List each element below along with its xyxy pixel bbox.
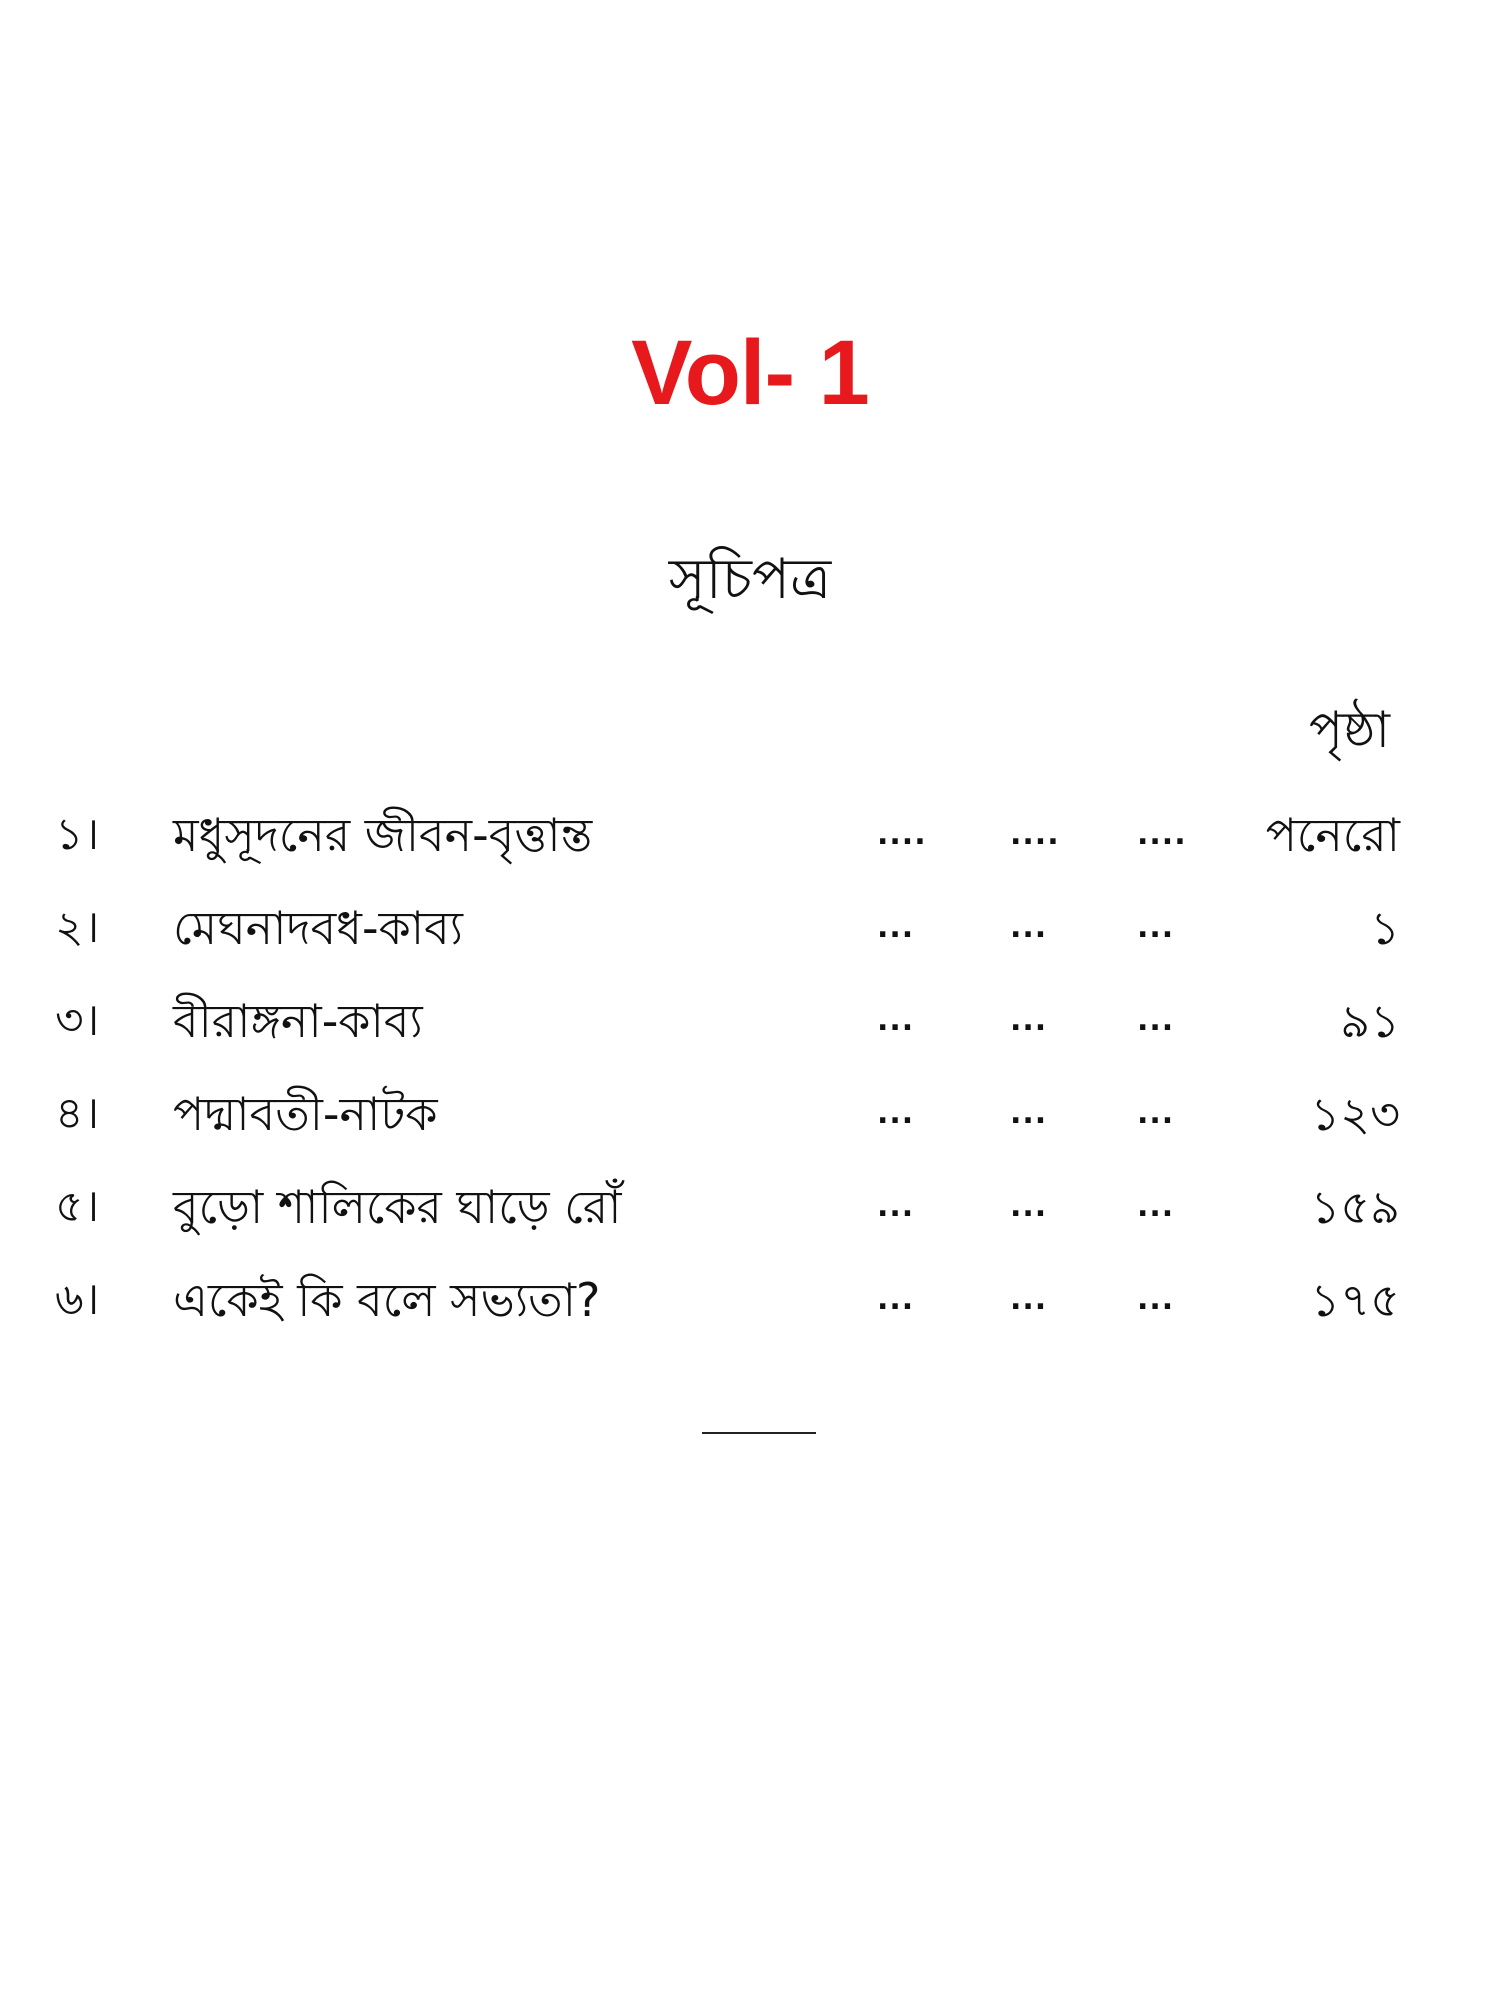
toc-entry-title: বুড়ো শালিকের ঘাড়ে রোঁ [173,1180,622,1234]
toc-entry-number: ২। [55,902,100,953]
toc-leader-dots: ... [1010,1189,1048,1224]
toc-leader-dots: .... [877,817,927,852]
toc-entry-6[interactable] [55,1255,1400,1348]
toc-entry-number: ৬। [55,1274,100,1325]
toc-leader-dots: ... [1137,1096,1175,1131]
toc-entry-page: ১২৩ [1310,1087,1400,1141]
toc-entry-title: বীরাঙ্গনা-কাব্য [173,994,423,1048]
toc-entry-1[interactable] [55,790,1400,883]
toc-leader-dots: ... [1137,910,1175,945]
toc-entry-title: একেই কি বলে সভ্যতা? [173,1273,601,1327]
toc-entry-4[interactable] [55,1069,1400,1162]
toc-leader-dots: ... [1137,1189,1175,1224]
toc-entry-page: ৯১ [1340,994,1400,1048]
toc-leader-dots: ... [1010,910,1048,945]
toc-leader-dots: ... [1010,1003,1048,1038]
toc-entry-3[interactable] [55,976,1400,1069]
toc-leader-dots: ... [877,1096,915,1131]
toc-entry-title: পদ্মাবতী-নাটক [173,1087,438,1141]
toc-entry-number: ৪। [55,1088,100,1139]
toc-leader-dots: ... [877,910,915,945]
toc-leader-dots: ... [877,1282,915,1317]
toc-leader-dots: ... [877,1189,915,1224]
toc-leader-dots: ... [1137,1003,1175,1038]
toc-entry-page: ১৭৫ [1310,1273,1400,1327]
toc-entry-title: মধুসূদনের জীবন-বৃত্তান্ত [173,808,593,862]
end-divider [702,1432,816,1434]
page-column-label: পৃষ্ঠা [1308,701,1390,759]
toc-entry-number: ৫। [55,1181,100,1232]
toc-entry-number: ৩। [55,995,100,1046]
toc-heading: সূচিপত্র [668,547,832,612]
volume-title: Vol- 1 [631,322,869,424]
table-of-contents [55,790,1400,1348]
toc-entry-page: ১ [1370,901,1400,955]
toc-leader-dots: ... [1010,1096,1048,1131]
toc-entry-page: পনেরো [1265,808,1400,862]
toc-entry-number: ১। [55,809,100,860]
toc-leader-dots: .... [1010,817,1060,852]
toc-entry-5[interactable] [55,1162,1400,1255]
toc-leader-dots: ... [1137,1282,1175,1317]
toc-leader-dots: ... [1010,1282,1048,1317]
toc-entry-2[interactable] [55,883,1400,976]
toc-leader-dots: ... [877,1003,915,1038]
toc-entry-title: মেঘনাদবধ-কাব্য [173,901,464,955]
toc-entry-page: ১৫৯ [1310,1180,1400,1234]
toc-leader-dots: .... [1137,817,1187,852]
